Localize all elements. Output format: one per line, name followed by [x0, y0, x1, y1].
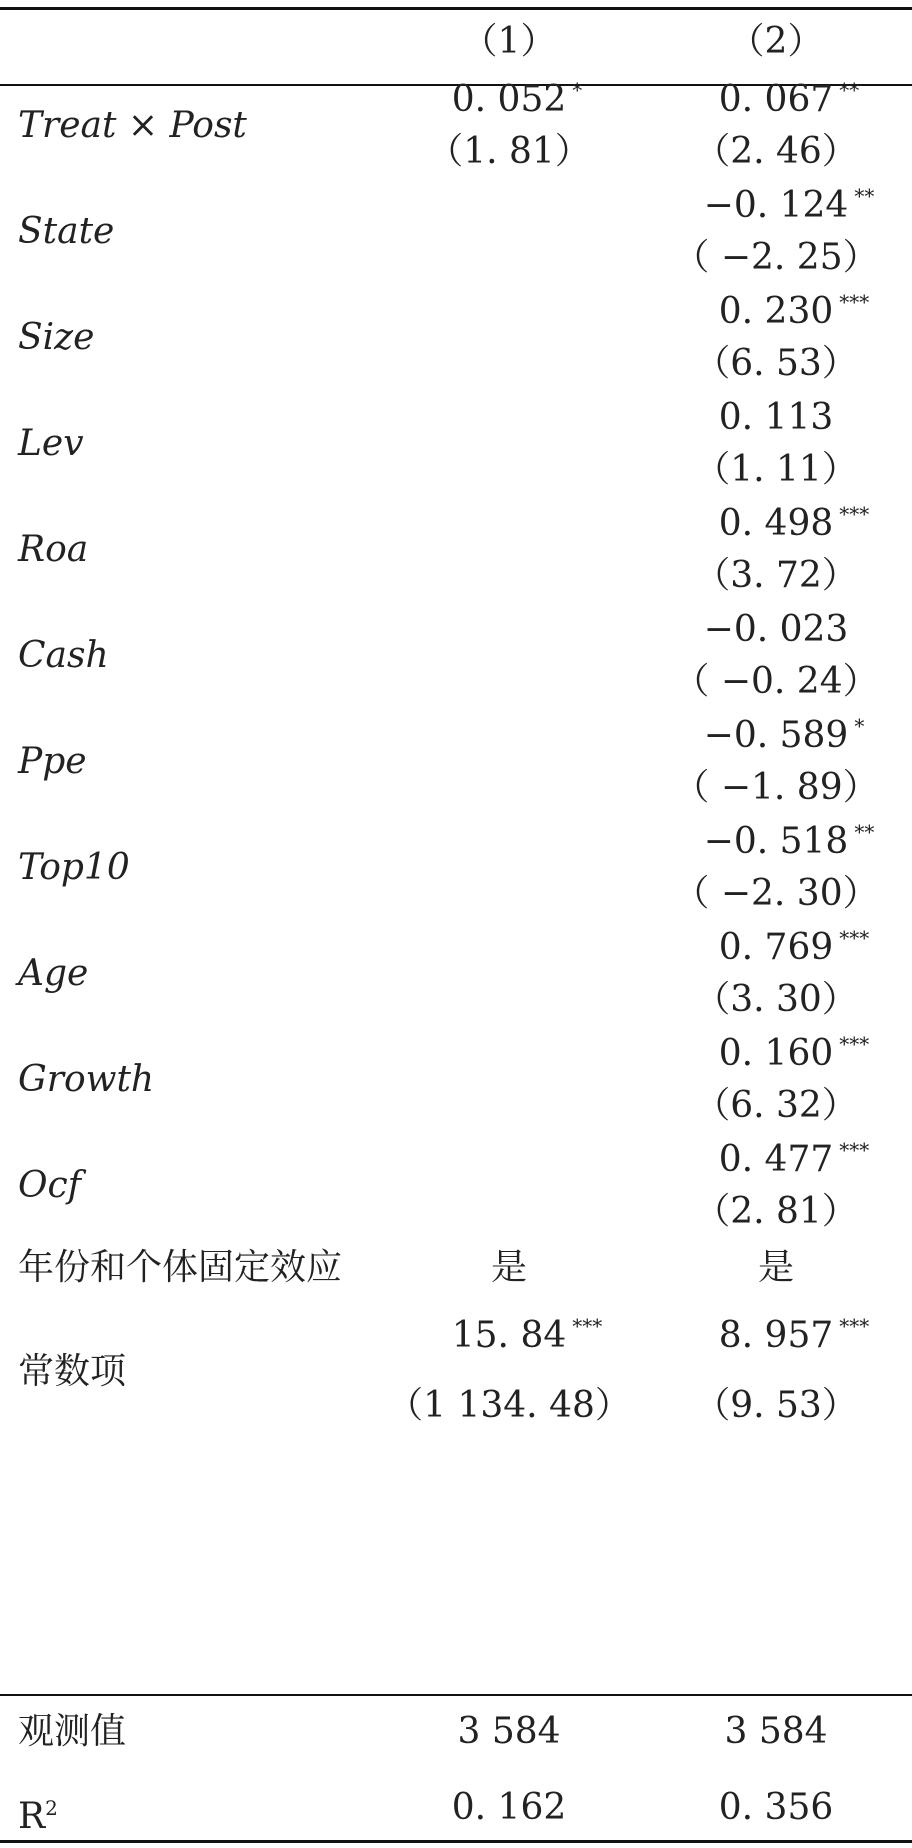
observations-col1: 3 584	[457, 1711, 561, 1752]
observations-col2: 3 584	[724, 1711, 828, 1752]
coef-col2: 0. 477 ***	[719, 1140, 834, 1180]
tstat-col2: （ −2. 30）	[673, 873, 879, 914]
coef-col2: 0. 160 ***	[719, 1034, 834, 1074]
significance-stars: ***	[839, 926, 870, 950]
tstat-col2: （ −2. 25）	[673, 237, 879, 278]
row-label-ocf: Ocf	[18, 1165, 81, 1206]
constant-tstat-col2: （9. 53）	[694, 1385, 858, 1426]
coef-col2: 0. 230 ***	[719, 292, 834, 332]
tstat-col2: （6. 53）	[694, 343, 858, 384]
tstat-col2: （3. 30）	[694, 979, 858, 1020]
row-label-observations: 观测值	[18, 1711, 127, 1752]
significance-stars: ***	[839, 290, 870, 314]
coef-col2: 0. 067 **	[719, 80, 834, 120]
row-label-size: Size	[18, 317, 95, 358]
row-label-ppe: Ppe	[18, 741, 87, 782]
tstat-col2: （ −0. 24）	[673, 661, 879, 702]
coef-col2: 0. 769 ***	[719, 928, 834, 968]
tstat-col2: （6. 32）	[694, 1085, 858, 1126]
table-bottom-rule	[0, 1840, 912, 1843]
row-label-top10: Top10	[18, 847, 130, 888]
tstat-col2: （3. 72）	[694, 555, 858, 596]
significance-stars: ***	[839, 1032, 870, 1056]
row-label-lev: Lev	[18, 423, 84, 464]
row-label-growth: Growth	[18, 1059, 155, 1100]
row-label-r2: $R^2$	[18, 1796, 58, 1837]
coef-col2: −0. 518 **	[704, 822, 849, 862]
row-label-age: Age	[18, 953, 89, 994]
row-label-roa: Roa	[18, 529, 89, 570]
coef-col1: 0. 052 *	[452, 80, 567, 120]
constant-coef-col2: 8. 957 ***	[719, 1316, 834, 1356]
significance-stars: ***	[839, 502, 870, 526]
coef-col2: −0. 589 *	[704, 716, 849, 756]
fixed-effects-col2: 是	[757, 1247, 795, 1288]
tstat-col2: （1. 11）	[694, 449, 858, 490]
coef-col2: 0. 498 ***	[719, 504, 834, 544]
row-label-constant: 常数项	[18, 1351, 127, 1392]
significance-stars: **	[854, 820, 875, 844]
fixed-effects-col1: 是	[490, 1247, 528, 1288]
significance-stars: *	[854, 714, 865, 738]
significance-stars: ***	[839, 1314, 870, 1338]
significance-stars: ***	[839, 1138, 870, 1162]
tstat-col2: （2. 81）	[694, 1191, 858, 1232]
r2-col1: 0. 162	[451, 1787, 567, 1828]
significance-stars: ***	[572, 1314, 603, 1338]
table-top-rule	[0, 7, 912, 10]
tstat-col2: （2. 46）	[694, 131, 858, 172]
coef-col2: 0. 113	[718, 397, 834, 438]
tstat-col2: （ −1. 89）	[673, 767, 879, 808]
row-label-fixed-effects: 年份和个体固定效应	[18, 1247, 343, 1288]
constant-coef-col1: 15. 84 ***	[452, 1316, 567, 1356]
tstat-col1: （1. 81）	[427, 131, 591, 172]
r2-col2: 0. 356	[718, 1787, 834, 1828]
constant-tstat-col1: （1 134. 48）	[387, 1385, 631, 1426]
significance-stars: **	[839, 78, 860, 102]
row-label-state: State	[18, 211, 115, 252]
row-label-cash: Cash	[18, 635, 109, 676]
significance-stars: **	[854, 184, 875, 208]
column-header-2: （2）	[728, 21, 824, 62]
summary-rule	[0, 1694, 912, 1696]
row-label-treat-post: Treat × Post	[18, 105, 247, 146]
coef-col2: −0. 023	[703, 609, 849, 650]
coef-col2: −0. 124 **	[704, 186, 849, 226]
significance-stars: *	[572, 78, 583, 102]
column-header-1: （1）	[461, 21, 557, 62]
